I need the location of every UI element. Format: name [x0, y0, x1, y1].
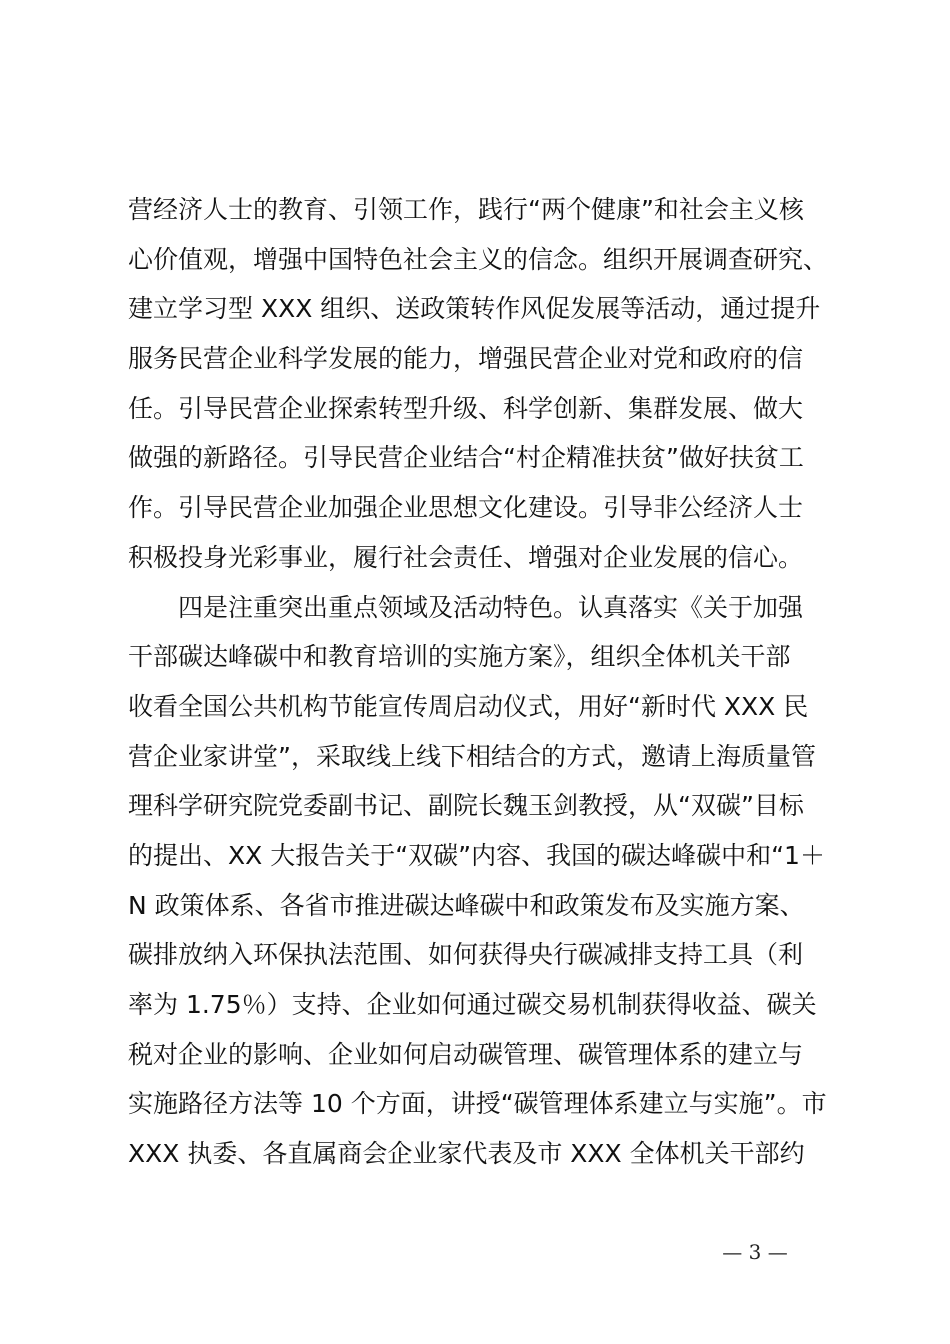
text-line: 营企业家讲堂”，采取线上线下相结合的方式，邀请上海质量管: [128, 741, 816, 771]
body-text: [128, 185, 848, 1179]
text-line: 税对企业的影响、企业如何启动碳管理、碳管理体系的建立与: [128, 1039, 804, 1069]
text-line: 作。引导民营企业加强企业思想文化建设。引导非公经济人士: [128, 493, 804, 523]
text-line: XXX 执委、各直属商会企业家代表及市 XXX 全体机关干部约: [128, 1139, 805, 1169]
text-line: 做强的新路径。引导民营企业结合“村企精准扶贫”做好扶贫工: [128, 443, 804, 473]
text-line: 任。引导民营企业探索转型升级、科学创新、集群发展、做大: [128, 393, 804, 423]
text-line: 碳排放纳入环保执法范围、如何获得央行碳减排支持工具（利: [128, 940, 804, 970]
text-line: 心价值观，增强中国特色社会主义的信念。组织开展调查研究、: [128, 244, 829, 274]
paragraph-start-line: 四是注重突出重点领域及活动特色。认真落实《关于加强: [178, 592, 804, 622]
text-line: 实施路径方法等 10 个方面，讲授“碳管理体系建立与实施”。市: [128, 1089, 827, 1119]
page-number: — 3 —: [722, 1240, 788, 1264]
text-line: 建立学习型 XXX 组织、送政策转作风促发展等活动，通过提升: [128, 294, 821, 324]
text-line: 服务民营企业科学发展的能力，增强民营企业对党和政府的信: [128, 344, 804, 374]
text-line: 积极投身光彩事业，履行社会责任、增强对企业发展的信心。: [128, 542, 804, 572]
text-line: N 政策体系、各省市推进碳达峰碳中和政策发布及实施方案、: [128, 890, 805, 920]
text-line: 率为 1.75％）支持、企业如何通过碳交易机制获得收益、碳关: [128, 990, 817, 1019]
text-line: 的提出、XX 大报告关于“双碳”内容、我国的碳达峰碳中和“1＋: [128, 840, 825, 870]
text-line: 理科学研究院党委副书记、副院长魏玉剑教授，从“双碳”目标: [128, 791, 804, 821]
text-line: 干部碳达峰碳中和教育培训的实施方案》，组织全体机关干部: [128, 642, 791, 672]
text-line: 营经济人士的教育、引领工作，践行“两个健康”和社会主义核: [128, 195, 804, 224]
text-line: 收看全国公共机构节能宣传周启动仪式，用好“新时代 XXX 民: [128, 691, 809, 721]
